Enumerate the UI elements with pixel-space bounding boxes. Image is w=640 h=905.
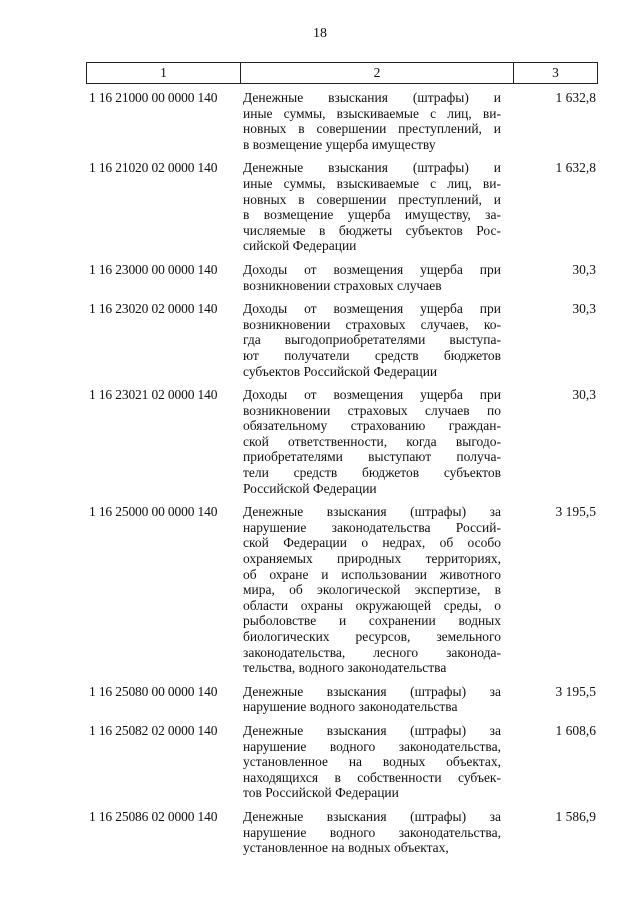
amount-value: 30,3 — [572, 301, 596, 317]
description-line: Российской Федерации — [243, 480, 377, 496]
description-line: нарушение водного законодательства, — [243, 824, 501, 840]
description-line: ской Федерации о недрах, об особо — [243, 535, 501, 551]
description-line: биологических ресурсов, земельного — [243, 629, 501, 644]
income-description — [243, 809, 501, 856]
description-line: Доходы от возмещения ущерба при — [243, 301, 501, 317]
description-line: тельства, водного законодательства — [243, 660, 447, 676]
description-line: в возмещение ущерба имуществу — [243, 136, 436, 152]
column-header-name: 2 — [241, 63, 514, 83]
table-body — [89, 90, 598, 864]
description-line: нарушение водного законодательства, — [243, 738, 501, 754]
description-line: иные суммы, взыскиваемые с лиц, ви- — [243, 105, 501, 121]
income-description — [243, 262, 501, 293]
amount-value: 1 632,8 — [555, 90, 596, 105]
description-line: ют получатели средств бюджетов — [243, 347, 501, 363]
description-line: числяемые в бюджеты субъектов Рос- — [243, 222, 501, 238]
amount-value: 30,3 — [572, 261, 596, 277]
budget-code: 1 16 23020 02 0000 140 — [89, 301, 218, 317]
description-line: находящихся в собственности субъек- — [243, 769, 501, 785]
description-line: нарушение водного законодательства — [243, 699, 458, 715]
description-line: гда выгодоприобретателями выступа- — [243, 332, 501, 348]
description-line: новных в совершении преступлений, и — [243, 191, 501, 207]
description-line: приобретателями выступают получа- — [243, 449, 501, 465]
description-line: Денежные взыскания (штрафы) и — [243, 90, 501, 105]
description-line: тов Российской Федерации — [243, 785, 399, 801]
description-line: сийской Федерации — [243, 238, 357, 254]
description-line: обязательному страхованию граждан- — [243, 418, 501, 434]
amount-value: 3 195,5 — [555, 504, 596, 520]
budget-code: 1 16 23021 02 0000 140 — [89, 387, 218, 403]
description-line: иные суммы, взыскиваемые с лиц, ви- — [243, 175, 501, 191]
table-row — [89, 684, 598, 715]
column-header-code: 1 — [87, 63, 241, 83]
table-row — [89, 90, 598, 152]
budget-code: 1 16 23000 00 0000 140 — [89, 261, 218, 277]
description-line: тели средств бюджетов субъектов — [243, 465, 501, 481]
description-line: законодательства, лесного законода- — [243, 644, 501, 660]
table-row — [89, 723, 598, 801]
description-line: Денежные взыскания (штрафы) за — [243, 722, 501, 738]
description-line: установленное на водных объектах, — [243, 840, 449, 856]
amount-value: 30,3 — [572, 387, 596, 403]
amount-value: 3 195,5 — [555, 683, 596, 699]
description-line: Денежные взыскания (штрафы) за — [243, 683, 501, 699]
description-line: рыболовстве и сохранении водных — [243, 613, 501, 629]
income-description — [243, 723, 501, 801]
description-line: области охраны окружающей среды, о — [243, 597, 501, 613]
description-line: об охране и использовании животного — [243, 566, 501, 582]
description-line: мира, об экологической экспертизе, в — [243, 582, 501, 598]
description-line: в возмещение ущерба имуществу, за- — [243, 207, 501, 223]
description-line: охраняемых природных территориях, — [243, 551, 501, 567]
description-line: Доходы от возмещения ущерба при — [243, 261, 501, 277]
table-row — [89, 262, 598, 293]
table-header — [86, 62, 598, 84]
page-number: 18 — [313, 26, 327, 41]
amount-value: 1 632,8 — [555, 160, 596, 176]
description-line: установленное на водных объектах, — [243, 754, 501, 770]
budget-code: 1 16 21020 02 0000 140 — [89, 160, 218, 176]
income-description — [243, 160, 501, 254]
description-line: новных в совершении преступлений, и — [243, 121, 501, 137]
income-description — [243, 387, 501, 496]
amount-value: 1 608,6 — [555, 722, 596, 738]
budget-code: 1 16 21000 00 0000 140 — [89, 90, 218, 105]
budget-code: 1 16 25082 02 0000 140 — [89, 722, 218, 738]
description-line: субъектов Российской Федерации — [243, 363, 438, 379]
table-row — [89, 809, 598, 856]
income-description — [243, 301, 501, 379]
column-header-amount: 3 — [552, 65, 559, 80]
description-line: возникновении страховых случаев — [243, 277, 442, 293]
income-description — [243, 504, 501, 676]
table-row — [89, 387, 598, 496]
description-line: Доходы от возмещения ущерба при — [243, 387, 501, 403]
budget-code: 1 16 25080 00 0000 140 — [89, 683, 218, 699]
table-row — [89, 160, 598, 254]
table-row — [89, 301, 598, 379]
description-line: возникновении страховых случаев, ко- — [243, 316, 501, 332]
description-line: Денежные взыскания (штрафы) и — [243, 160, 501, 176]
amount-value: 1 586,9 — [555, 808, 596, 824]
description-line: Денежные взыскания (штрафы) за — [243, 808, 501, 824]
description-line: Денежные взыскания (штрафы) за — [243, 504, 501, 520]
description-line: ской ответственности, когда выгодо- — [243, 433, 501, 449]
income-description — [243, 684, 501, 715]
budget-code: 1 16 25086 02 0000 140 — [89, 808, 218, 824]
description-line: нарушение законодательства Россий- — [243, 519, 501, 535]
budget-code: 1 16 25000 00 0000 140 — [89, 504, 218, 520]
income-description — [243, 90, 501, 152]
table-row — [89, 504, 598, 676]
description-line: возникновении страховых случаев по — [243, 402, 501, 418]
